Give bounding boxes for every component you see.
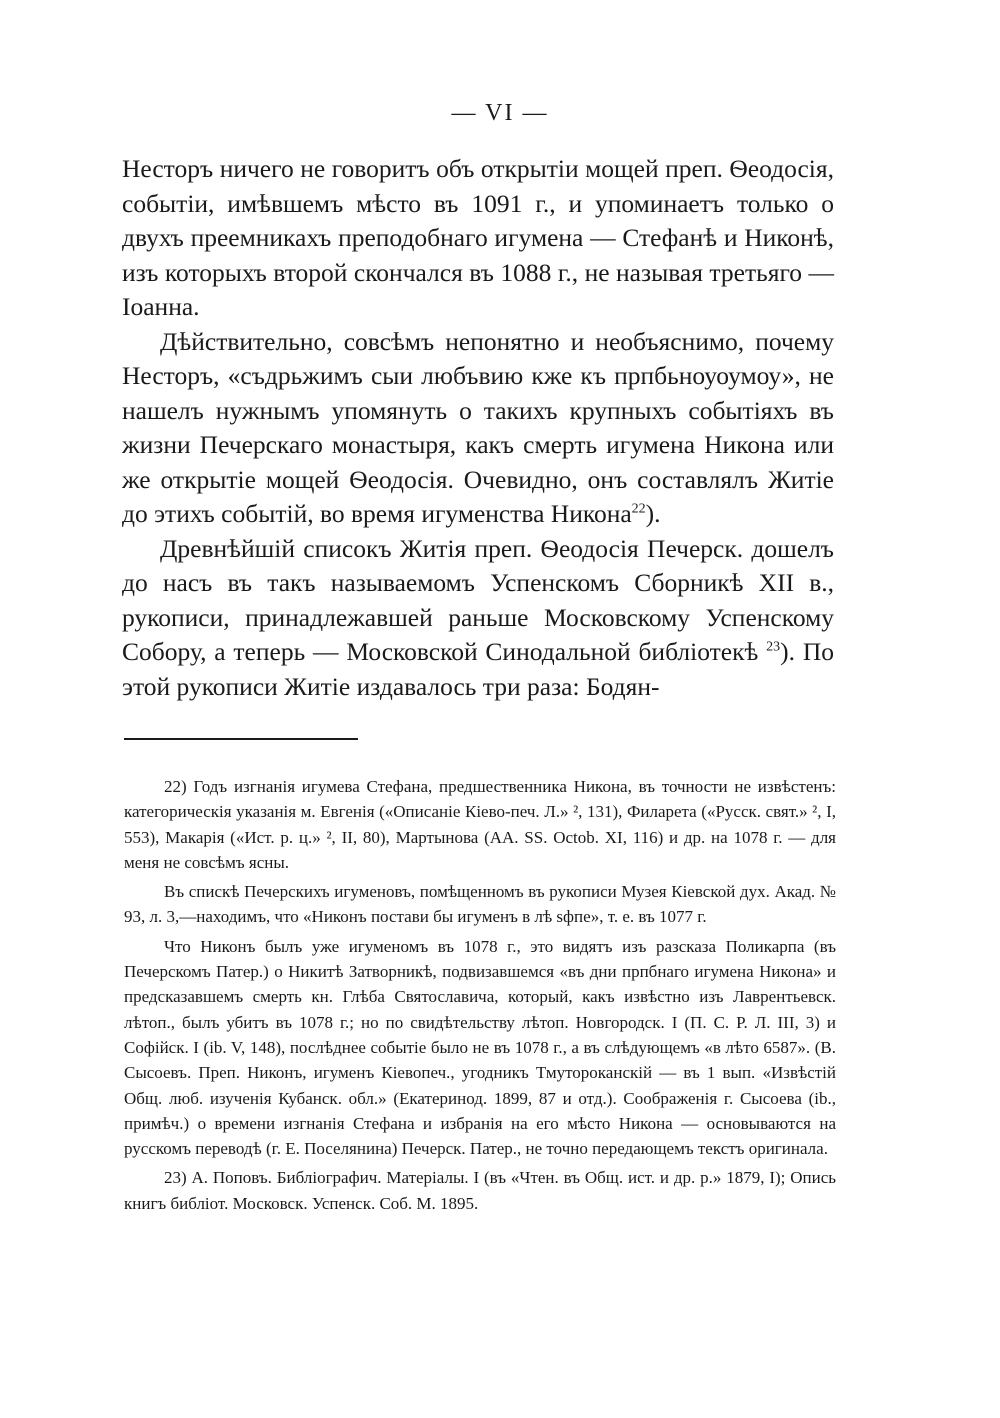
footnote-ref-22: 22 — [631, 501, 646, 517]
footnotes — [124, 774, 836, 1223]
paragraph-3 — [122, 532, 834, 705]
paragraph-2-text: Дѣйствительно, совсѣмъ непонятно и необъяснимо, почему Несторъ, «съдрьжимъ сыи любъвию кже къ прпбьноуоумоу», не нашелъ нужнымъ упомянуть о такихъ крупныхъ событіяхъ въ жизни Печерскаго монастыря, какъ смерть игумена Никона или же открытіе мощей Ѳеодосія. Очевидно, онъ составлялъ Житіе до этихъ событій, во время игуменства Никона — [122, 326, 834, 528]
footnote-separator — [124, 738, 358, 740]
paragraph-3-end: ). По этой рукописи Житіе издавалось три раза: Бодян- — [122, 637, 834, 701]
footnote-22-continued-2: Что Никонъ былъ уже игуменомъ въ 1078 г., это видятъ изъ разсказа Поликарпа (въ Печерскомъ Патер.) о Никитѣ Затворникѣ, подвизавшемся «въ дни прпбнаго игумена Никона» и предсказавшемъ смерть кн. Глѣба Святославича, который, какъ извѣстно изъ Лаврентьевск. лѣтоп., былъ убитъ въ 1078 г.; но по свидѣтельству лѣтоп. Новгородск. I (П. С. Р. Л. III, 3) и Софійск. I (ib. V, 148), послѣднее событіе было не въ 1078 г., а въ слѣдующемъ «в лѣто 6587». (В. Сысоевъ. Преп. Никонъ, игуменъ Кіевопеч., угодникъ Тмутороканскій — въ 1 вып. «Извѣстій Общ. люб. изученія Кубанск. обл.» (Екатеринод. 1899, 87 и отд.). Соображенія г. Сысоева (ib., примѣч.) о времени изгнанія Стефана и избранія на его мѣсто Никона — основываются на русскомъ переводѣ (г. Е. Поселянина) Печерск. Патер., не точно передающемъ текстъ оригинала. — [124, 936, 836, 1159]
paragraph-3-text: Древнѣйшій списокъ Житія преп. Ѳеодосія Печерск. дошелъ до насъ въ такъ называемомъ Успенскомъ Сборникѣ XII в., рукописи, принадлежавшей раньше Московскому Успенскому Собору, а теперь — Московской Синодальной библіотекѣ — [122, 533, 834, 666]
paragraph-2-end: ). — [645, 499, 661, 528]
footnote-22-continued-1: Въ спискѣ Печерскихъ игуменовъ, помѣщенномъ въ рукописи Музея Кіевской дух. Акад. № 93, л. 3,—находимъ, что «Никонъ постави бы игуменъ в лѣ ѕфпе», т. е. въ 1077 г. — [124, 882, 836, 927]
footnote-ref-23: 23 — [766, 639, 781, 655]
page-number: — VI — — [451, 100, 549, 126]
paragraph-2 — [122, 325, 834, 532]
footnote-23: 23) А. Поповъ. Библіографич. Матеріалы. I (въ «Чтен. въ Общ. ист. и др. р.» 1879, I); Опись книгъ библіот. Московск. Успенск. Соб. М. 1895. — [124, 1168, 836, 1213]
main-text — [122, 152, 834, 704]
paragraph-1: Несторъ ничего не говоритъ объ открытіи мощей преп. Ѳеодосія, событіи, имѣвшемъ мѣсто въ 1091 г., и упоминаетъ только о двухъ преемникахъ преподобнаго игумена — Стефанѣ и Никонѣ, изъ которыхъ второй скончался въ 1088 г., не называя третьяго — Іоанна. — [122, 154, 834, 321]
footnote-22: 22) Годъ изгнанія игумева Стефана, предшественника Никона, въ точности не извѣстенъ: категорическія указанія м. Евгенія («Описаніе Кіево-печ. Л.» ², 131), Филарета («Русск. свят.» ², I, 553), Макарія («Ист. р. ц.» ², II, 80), Мартынова (AA. SS. Octob. XI, 116) и др. на 1078 г. — для меня не совсѣмъ ясны. — [124, 777, 836, 872]
